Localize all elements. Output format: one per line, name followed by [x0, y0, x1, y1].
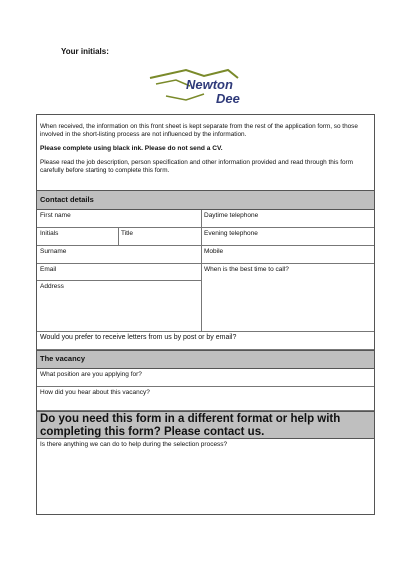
- help-selection-process-field[interactable]: Is there anything we can do to help during the selection process?: [40, 441, 228, 448]
- hear-about-vacancy-field[interactable]: How did you hear about this vacancy?: [37, 387, 374, 411]
- initials-field[interactable]: Initials: [37, 228, 118, 246]
- logo-text-newton: Newton: [186, 77, 233, 92]
- intro-paragraph-1: When received, the information on this front sheet is kept separate from the rest of the application form, so those involved in the short-listing process are not influenced by the information.: [40, 123, 358, 138]
- address-field[interactable]: Address: [37, 281, 201, 332]
- application-front-sheet: [36, 114, 375, 515]
- newton-dee-logo: [146, 66, 256, 108]
- mobile-field[interactable]: Mobile: [201, 246, 374, 264]
- column-divider: [201, 210, 202, 332]
- title-field[interactable]: Title: [118, 228, 201, 246]
- help-heading: Do you need this form in a different format or help with completing this form? Please contact us.: [37, 411, 374, 439]
- logo-text-dee: Dee: [216, 91, 240, 106]
- intro-paragraph-3: Please read the job description, person specification and other information provided and read through this form carefully before starting to complete this form.: [40, 159, 353, 174]
- contact-details-heading: Contact details: [37, 190, 374, 210]
- daytime-telephone-field[interactable]: Daytime telephone: [201, 210, 374, 228]
- letters-preference-field[interactable]: Would you prefer to receive letters from us by post or by email?: [37, 332, 374, 350]
- intro-paragraph-2: Please complete using black ink. Please do not send a CV.: [40, 145, 223, 152]
- position-applying-field[interactable]: What position are you applying for?: [37, 369, 374, 387]
- vacancy-heading: The vacancy: [37, 350, 374, 369]
- intro-text: [40, 123, 372, 181]
- surname-field[interactable]: Surname: [37, 246, 201, 264]
- evening-telephone-field[interactable]: Evening telephone: [201, 228, 374, 246]
- email-field[interactable]: Email: [37, 264, 201, 281]
- initials-title-divider: [118, 228, 119, 246]
- best-time-to-call-field[interactable]: When is the best time to call?: [201, 264, 374, 332]
- your-initials-label: Your initials:: [61, 47, 109, 56]
- first-name-field[interactable]: First name: [37, 210, 201, 228]
